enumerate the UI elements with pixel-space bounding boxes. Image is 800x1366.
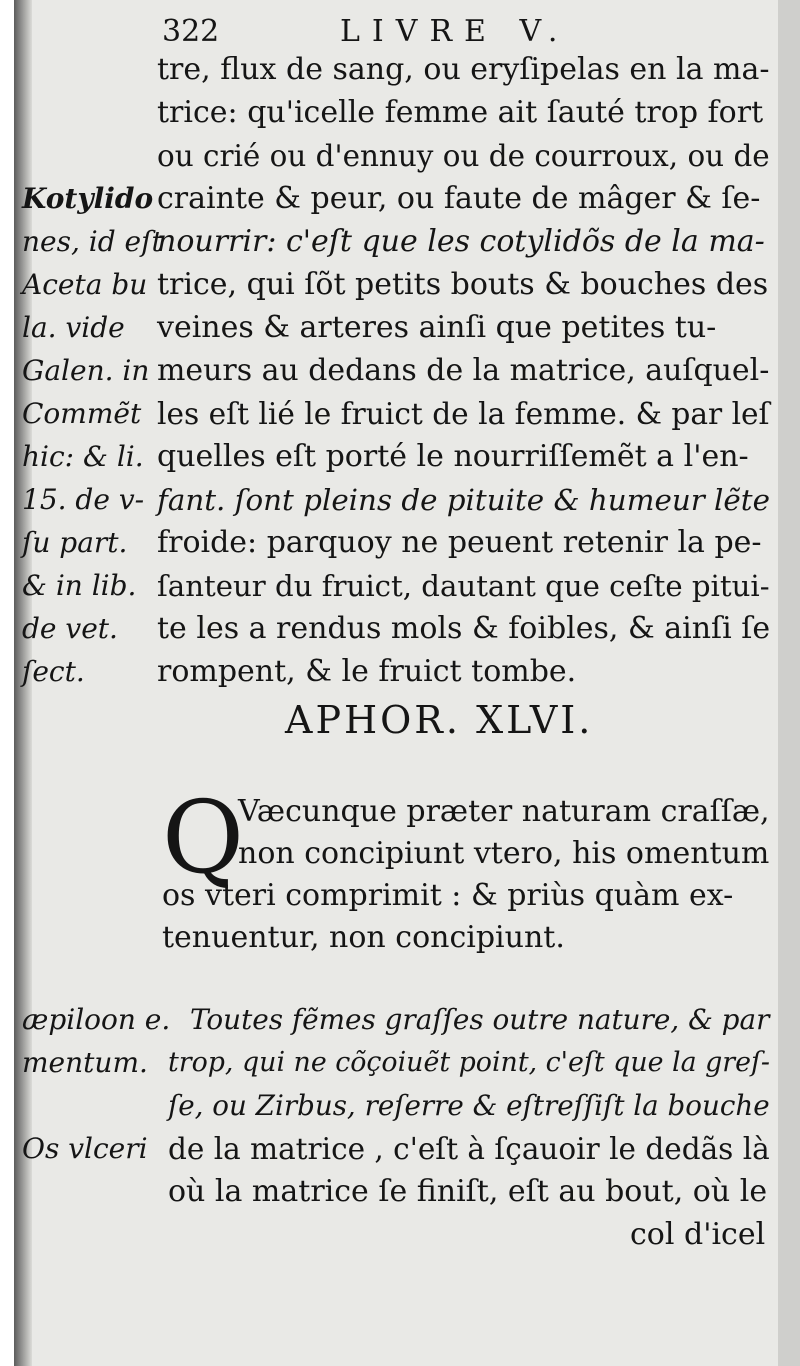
page-number: 322 bbox=[162, 14, 220, 49]
latin-line: non concipiunt vtero, his omentum bbox=[238, 836, 770, 871]
margin-note: æpiloon e. bbox=[22, 1003, 171, 1036]
french-line: Toutes fẽmes graſſes outre nature, & par bbox=[190, 1003, 770, 1036]
body-line: ou crié ou d'ennuy ou de courroux, ou de bbox=[157, 139, 770, 173]
margin-note: nes, id eſt bbox=[22, 225, 163, 258]
body-line: froide: parquoy ne peuent retenir la pe- bbox=[157, 525, 762, 560]
running-title: LIVRE V. bbox=[340, 14, 570, 49]
margin-note: Commẽt bbox=[22, 397, 142, 430]
margin-note: 15. de v- bbox=[22, 483, 145, 516]
body-line: trice, qui ſõt petits bouts & bouches des bbox=[157, 267, 769, 302]
margin-note: Os vlceri bbox=[22, 1132, 148, 1165]
body-line: nourrir: c'eſt que les cotylidõs de la ma- bbox=[157, 224, 765, 259]
margin-note: Aceta bu bbox=[22, 268, 148, 301]
latin-line: os vteri comprimit : & priùs quàm ex- bbox=[162, 878, 734, 913]
french-line: de la matrice , c'eſt à ſçauoir le dedãs là bbox=[168, 1132, 770, 1166]
body-line: te les a rendus mols & foibles, & ainſi ſe bbox=[157, 611, 771, 646]
margin-note: la. vide bbox=[22, 311, 125, 344]
body-line: tre, flux de sang, ou eryſipelas en la ma- bbox=[157, 52, 770, 87]
margin-note: Galen. in bbox=[22, 354, 150, 387]
margin-note: ſu part. bbox=[22, 526, 128, 559]
french-line: trop, qui ne cõçoiuẽt point, c'eſt que la greſ- bbox=[168, 1047, 770, 1078]
aphorism-heading: APHOR. XLVI. bbox=[285, 698, 594, 742]
body-line: trice: qu'icelle femme ait ſauté trop fort bbox=[157, 95, 764, 130]
body-line: les eſt lié le fruict de la femme. & par leſ bbox=[157, 397, 770, 431]
margin-note: de vet. bbox=[22, 612, 118, 645]
margin-note: Kotylido bbox=[22, 182, 154, 215]
body-line: quelles eſt porté le nourriſſemẽt a l'en- bbox=[157, 439, 749, 474]
margin-note: mentum. bbox=[22, 1046, 148, 1079]
page-edge-right bbox=[778, 0, 800, 1366]
body-line: ſanteur du fruict, dautant que ceſte pitui- bbox=[157, 569, 770, 603]
body-line: rompent, & le fruict tombe. bbox=[157, 654, 577, 689]
margin-note: hic: & li. bbox=[22, 440, 144, 473]
page-header bbox=[0, 8, 800, 56]
margin-note: & in lib. bbox=[22, 569, 137, 602]
body-line: crainte & peur, ou faute de mâger & ſe- bbox=[157, 181, 761, 216]
margin-note: ſect. bbox=[22, 655, 85, 688]
drop-cap: Q bbox=[162, 779, 244, 896]
body-line: veines & arteres ainſi que petites tu- bbox=[157, 310, 717, 345]
latin-line: Væcunque præter naturam craſſæ, bbox=[238, 794, 770, 829]
french-line: ſe, ou Zirbus, reſerre & eſtreſſiſt la bouche bbox=[168, 1089, 770, 1122]
french-line: où la matrice ſe finiſt, eſt au bout, où le bbox=[168, 1174, 768, 1209]
latin-line: tenuentur, non concipiunt. bbox=[162, 920, 565, 955]
body-line: fant. ſont pleins de pituite & humeur lẽte bbox=[157, 483, 770, 517]
body-line: meurs au dedans de la matrice, auſquel- bbox=[157, 353, 770, 388]
french-line: col d'icel bbox=[630, 1217, 766, 1252]
